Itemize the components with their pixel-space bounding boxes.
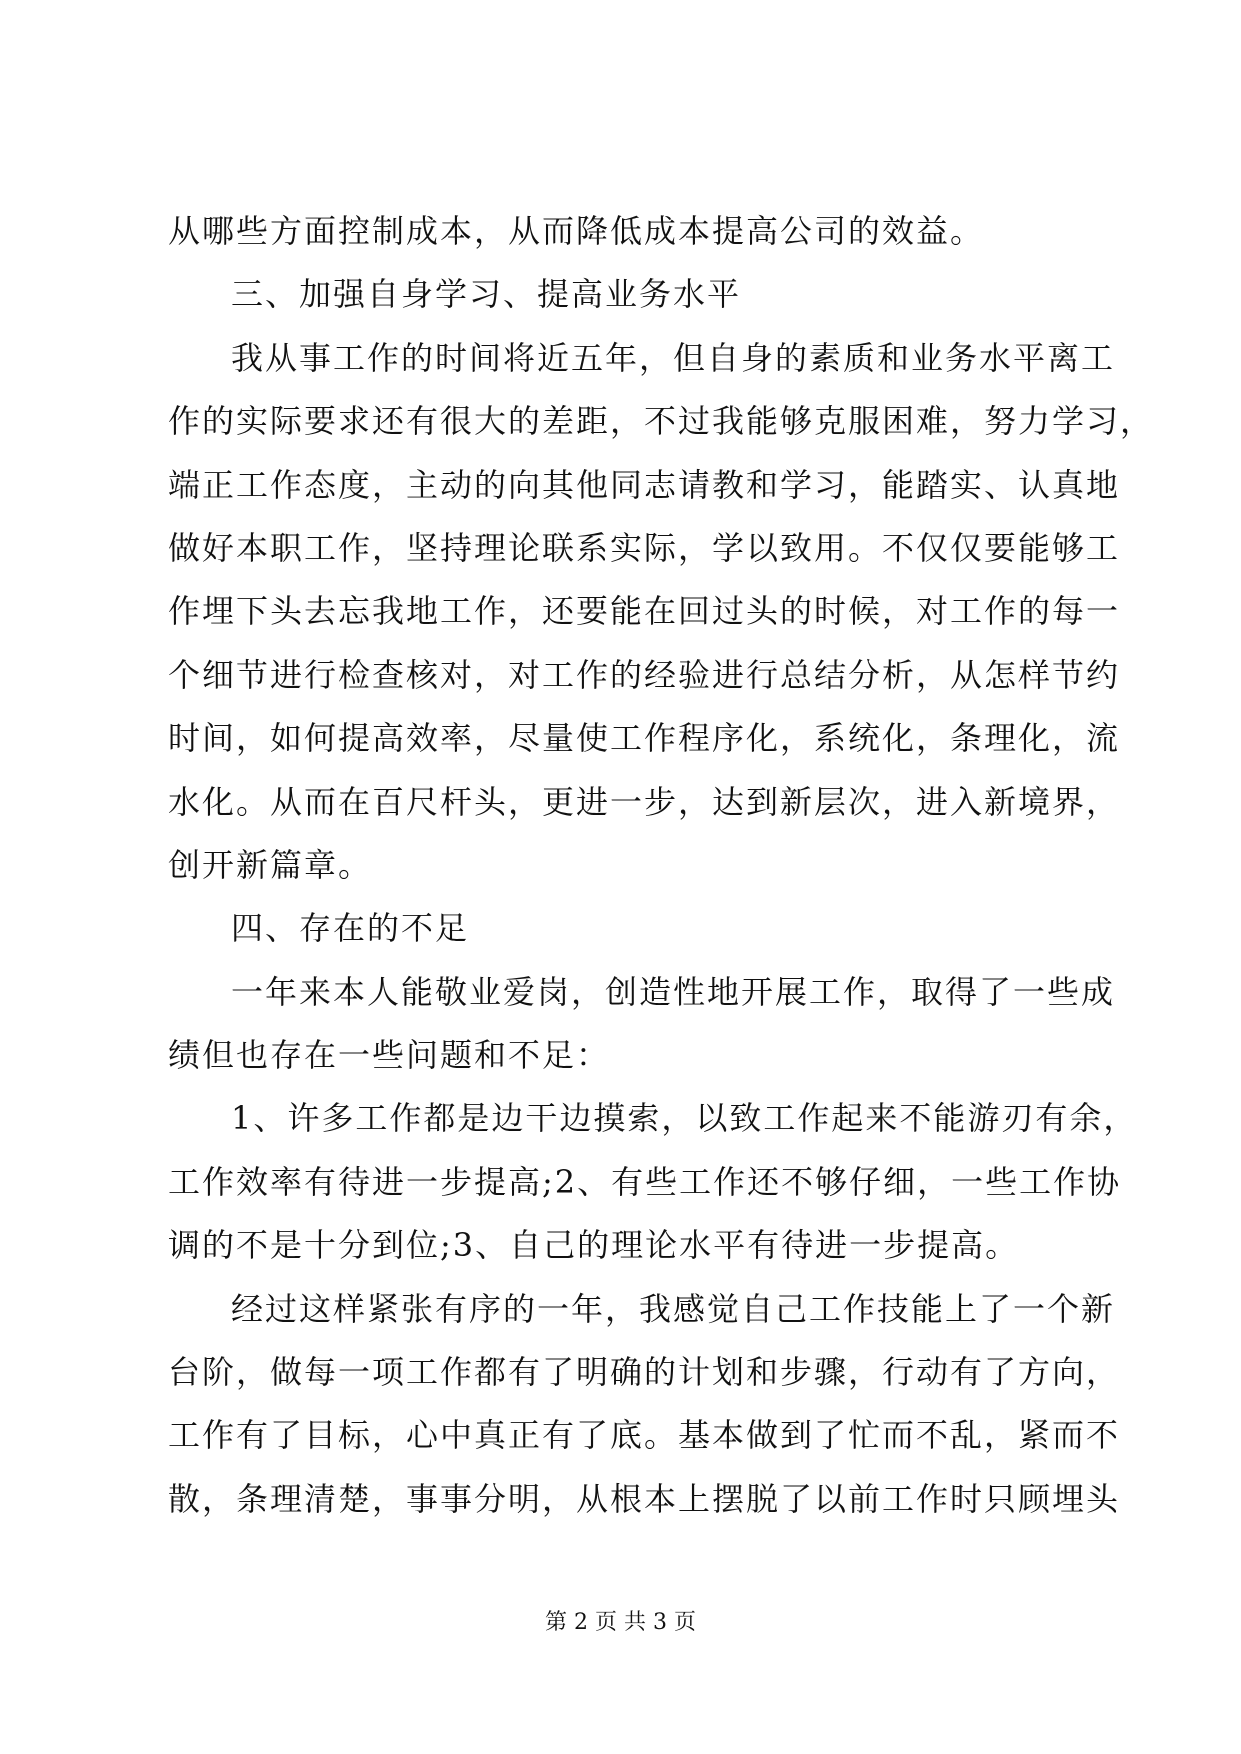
text-line: 工作效率有待进一步提高;2、有些工作还不够仔细，一些工作协 [168, 1162, 1122, 1201]
section-heading: 四、存在的不足 [231, 909, 470, 948]
text-line: 绩但也存在一些问题和不足： [168, 1036, 611, 1075]
text-line: 1、许多工作都是边干边摸索，以致工作起来不能游刃有余， [231, 1099, 1138, 1138]
text-line: 工作有了目标，心中真正有了底。基本做到了忙而不乱，紧而不 [168, 1416, 1121, 1455]
text-line: 作的实际要求还有很大的差距，不过我能够克服困难，努力学习， [168, 402, 1155, 441]
document-body [168, 200, 1155, 1531]
text-line: 水化。从而在百尺杆头，更进一步，达到新层次，进入新境界， [168, 782, 1121, 821]
text-line: 我从事工作的时间将近五年，但自身的素质和业务水平离工 [231, 338, 1116, 377]
text-line: 端正工作态度，主动的向其他同志请教和学习，能踏实、认真地 [168, 465, 1121, 504]
text-line: 创开新篇章。 [168, 845, 373, 884]
text-line: 台阶，做每一项工作都有了明确的计划和步骤，行动有了方向， [168, 1353, 1121, 1392]
text-line: 从哪些方面控制成本，从而降低成本提高公司的效益。 [168, 212, 985, 250]
text-line: 作埋下头去忘我地工作，还要能在回过头的时候，对工作的每一 [168, 592, 1121, 631]
text-line: 散，条理清楚，事事分明，从根本上摆脱了以前工作时只顾埋头 [168, 1479, 1121, 1518]
text-line: 做好本职工作，坚持理论联系实际，学以致用。不仅仅要能够工 [168, 528, 1121, 567]
text-line: 个细节进行检查核对，对工作的经验进行总结分析，从怎样节约 [168, 655, 1121, 694]
text-line: 时间，如何提高效率，尽量使工作程序化，系统化，条理化，流 [168, 719, 1121, 758]
page-number-footer: 第 2 页 共 3 页 [545, 1610, 696, 1635]
text-line: 调的不是十分到位;3、自己的理论水平有待进一步提高。 [168, 1226, 1020, 1265]
section-heading: 三、加强自身学习、提高业务水平 [231, 275, 742, 314]
text-line: 经过这样紧张有序的一年，我感觉自己工作技能上了一个新 [231, 1289, 1116, 1328]
text-line: 一年来本人能敬业爱岗，创造性地开展工作，取得了一些成 [231, 972, 1116, 1011]
